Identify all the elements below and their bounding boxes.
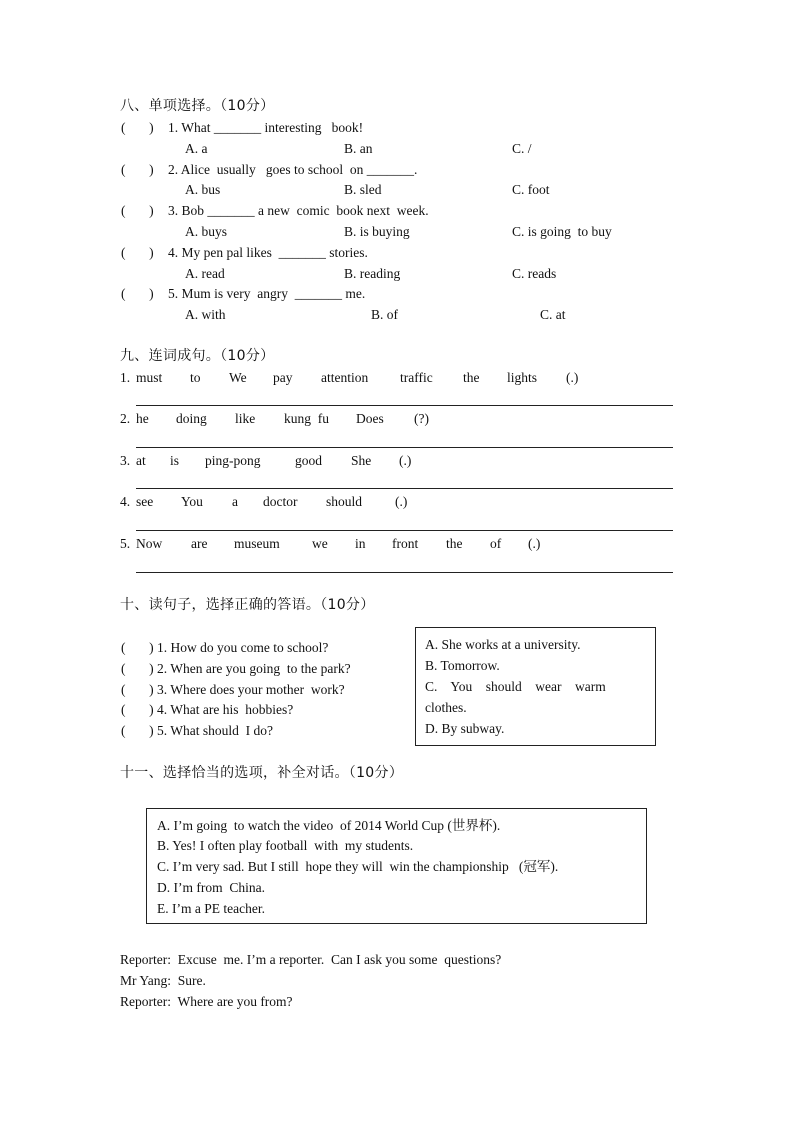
item-number: 3. [120, 453, 131, 468]
word: kung fu [284, 411, 329, 426]
option-c: C. at [540, 307, 566, 322]
answer-options-box [415, 627, 656, 746]
word: must [136, 370, 163, 385]
answer-option: B. Tomorrow. [425, 658, 500, 673]
dialogue-line: Reporter: Where are you from? [120, 994, 293, 1009]
word: You [181, 494, 203, 509]
word: Now [136, 536, 163, 551]
word: see [136, 494, 154, 509]
option-c: C. foot [512, 182, 550, 197]
answer-blank[interactable]: ( ) [121, 661, 154, 676]
dialogue-option: C. I’m very sad. But I still hope they will win the championship (冠军). [157, 859, 559, 874]
word: a [232, 494, 238, 509]
dialogue-option: B. Yes! I often play football with my students. [157, 838, 414, 853]
option-c: C. / [512, 141, 532, 156]
answer-blank[interactable]: ( ) [121, 640, 154, 655]
dialogue-line: Reporter: Excuse me. I’m a reporter. Can I ask you some questions? [120, 952, 502, 967]
item-number: 4. [120, 494, 131, 509]
word: traffic [400, 370, 433, 385]
dialogue-line: Mr Yang: Sure. [120, 973, 206, 988]
option-b: B. of [371, 307, 398, 322]
answer-option: C. You should wear warm [425, 679, 606, 694]
section-9-title: 九、连词成句。（10分） [120, 348, 275, 364]
option-b: B. sled [344, 182, 382, 197]
question-stem: 5. Mum is very angry _______ me. [168, 286, 366, 301]
word: of [490, 536, 502, 551]
word: to [190, 370, 201, 385]
section-10-title: 十、读句子，选择正确的答语。（10分） [120, 597, 375, 613]
word: lights [507, 370, 538, 385]
option-c: C. is going to buy [512, 224, 612, 239]
dialogue-option: D. I’m from China. [157, 880, 265, 895]
word: he [136, 411, 149, 426]
option-a: A. bus [185, 182, 221, 197]
section-11-title: 十一、选择恰当的选项，补全对话。（10分） [120, 765, 404, 781]
word: (?) [414, 411, 429, 426]
word: like [235, 411, 256, 426]
dialogue-options-box [146, 808, 647, 924]
dialogue-option: A. I’m going to watch the video of 2014 World Cup (世界杯). [157, 818, 501, 833]
option-b: B. is buying [344, 224, 410, 239]
option-c: C. reads [512, 266, 557, 281]
word: (.) [399, 453, 412, 468]
word: we [312, 536, 328, 551]
option-a: A. read [185, 266, 225, 281]
item-number: 2. [120, 411, 131, 426]
item-number: 5. [120, 536, 131, 551]
option-b: B. an [344, 141, 373, 156]
word: ping-pong [205, 453, 261, 468]
answer-blank[interactable]: ( ) [121, 245, 154, 260]
answer-blank[interactable]: ( ) [121, 120, 154, 135]
answer-line[interactable] [136, 530, 673, 531]
word: in [355, 536, 366, 551]
answer-option: A. She works at a university. [425, 637, 581, 652]
question-stem: 3. Bob _______ a new comic book next week. [168, 203, 429, 218]
word: is [170, 453, 180, 468]
word: at [136, 453, 146, 468]
question-text: 4. What are his hobbies? [157, 702, 294, 717]
answer-line[interactable] [136, 447, 673, 448]
answer-blank[interactable]: ( ) [121, 203, 154, 218]
word: good [295, 453, 322, 468]
answer-line[interactable] [136, 405, 673, 406]
answer-line[interactable] [136, 572, 673, 573]
answer-blank[interactable]: ( ) [121, 286, 154, 301]
question-stem: 1. What _______ interesting book! [168, 120, 364, 135]
answer-option-continuation: clothes. [425, 700, 467, 715]
item-number: 1. [120, 370, 131, 385]
answer-blank[interactable]: ( ) [121, 162, 154, 177]
word: (.) [528, 536, 541, 551]
word: pay [273, 370, 293, 385]
word: are [191, 536, 208, 551]
question-stem: 2. Alice usually goes to school on _______. [168, 162, 418, 177]
question-text: 1. How do you come to school? [157, 640, 329, 655]
option-a: A. a [185, 141, 208, 156]
option-a: A. with [185, 307, 226, 322]
question-stem: 4. My pen pal likes _______ stories. [168, 245, 368, 260]
question-text: 5. What should I do? [157, 723, 273, 738]
section-8-title: 八、单项选择。（10分） [120, 98, 275, 114]
answer-option: D. By subway. [425, 721, 505, 736]
word: (.) [566, 370, 579, 385]
word: We [229, 370, 247, 385]
word: doing [176, 411, 207, 426]
word: Does [356, 411, 384, 426]
word: the [463, 370, 480, 385]
word: She [351, 453, 372, 468]
word: museum [234, 536, 280, 551]
answer-blank[interactable]: ( ) [121, 723, 154, 738]
word: front [392, 536, 419, 551]
word: (.) [395, 494, 408, 509]
answer-line[interactable] [136, 488, 673, 489]
answer-blank[interactable]: ( ) [121, 702, 154, 717]
option-b: B. reading [344, 266, 401, 281]
answer-blank[interactable]: ( ) [121, 682, 154, 697]
word: should [326, 494, 363, 509]
word: doctor [263, 494, 298, 509]
option-a: A. buys [185, 224, 228, 239]
word: the [446, 536, 463, 551]
word: attention [321, 370, 369, 385]
question-text: 3. Where does your mother work? [157, 682, 345, 697]
question-text: 2. When are you going to the park? [157, 661, 351, 676]
dialogue-option: E. I’m a PE teacher. [157, 901, 265, 916]
